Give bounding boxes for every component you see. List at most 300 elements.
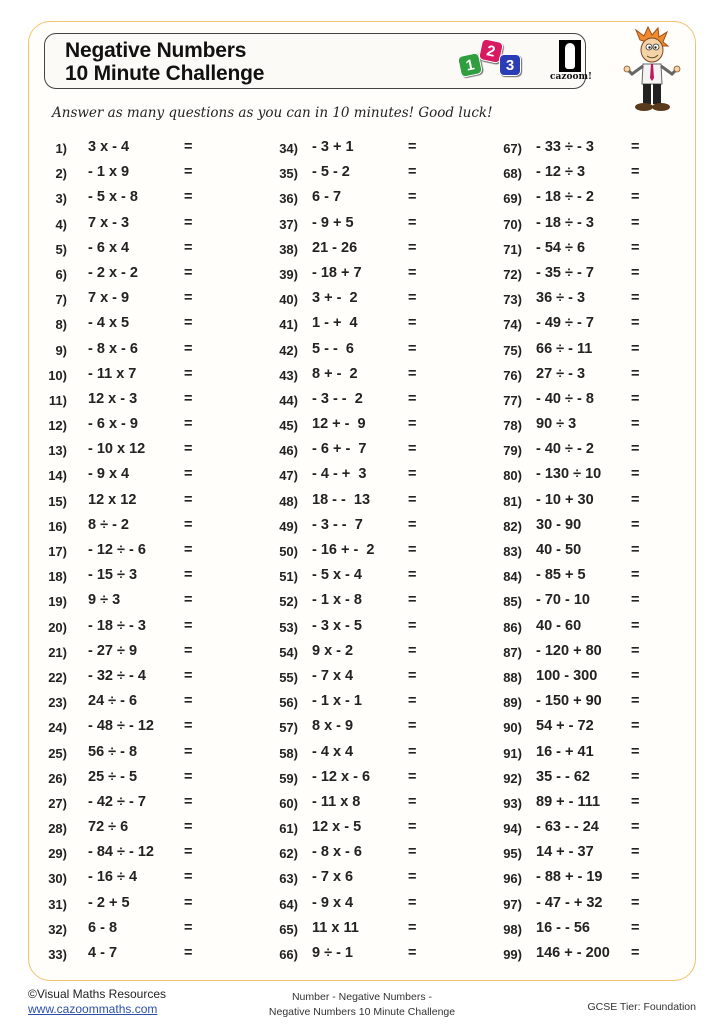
question-row — [260, 666, 485, 691]
question-row — [30, 616, 255, 641]
answer-equals-sign[interactable]: = — [631, 491, 640, 508]
answer-equals-sign[interactable]: = — [408, 164, 417, 181]
worksheet-subtitle: 10 Minute Challenge — [65, 62, 265, 85]
answer-equals-sign[interactable]: = — [184, 667, 193, 684]
question-row — [260, 641, 485, 666]
question-expression: 100 - 300 — [536, 667, 598, 684]
answer-equals-sign[interactable]: = — [408, 869, 417, 886]
answer-equals-sign[interactable]: = — [184, 264, 193, 281]
question-number: 30) — [48, 871, 67, 887]
question-number: 93) — [503, 795, 522, 811]
question-row — [30, 238, 255, 263]
answer-equals-sign[interactable]: = — [184, 516, 193, 533]
question-row — [30, 339, 255, 364]
question-row — [30, 414, 255, 439]
question-expression: - 16 + - 2 — [312, 542, 375, 558]
question-number: 53) — [279, 619, 298, 635]
question-expression: 56 ÷ - 8 — [88, 743, 138, 760]
worksheet-title: Negative Numbers — [65, 39, 247, 62]
answer-equals-sign[interactable]: = — [184, 416, 193, 433]
answer-equals-sign[interactable]: = — [184, 340, 193, 357]
answer-equals-sign[interactable]: = — [184, 542, 193, 558]
question-expression: - 11 x 8 — [312, 793, 361, 810]
answer-equals-sign[interactable]: = — [184, 844, 193, 861]
question-row — [30, 943, 255, 968]
question-row — [490, 691, 715, 716]
question-row — [30, 364, 255, 389]
gcse-tier-label: GCSE Tier: Foundation — [587, 1001, 696, 1013]
answer-equals-sign[interactable]: = — [184, 819, 193, 836]
question-row — [260, 162, 485, 187]
copyright-text: ©Visual Maths Resources — [28, 987, 167, 1001]
question-row — [260, 364, 485, 389]
question-expression: - 70 - 10 — [536, 592, 590, 609]
website-link[interactable]: www.cazoommaths.com — [28, 1002, 158, 1016]
answer-equals-sign[interactable]: = — [184, 290, 193, 307]
question-row — [490, 187, 715, 212]
answer-equals-sign[interactable]: = — [184, 164, 193, 181]
answer-equals-sign[interactable]: = — [408, 567, 417, 584]
question-row — [30, 288, 255, 313]
answer-equals-sign[interactable]: = — [184, 315, 193, 332]
answer-equals-sign[interactable]: = — [631, 919, 640, 936]
answer-equals-sign[interactable]: = — [408, 189, 417, 206]
answer-equals-sign[interactable]: = — [408, 315, 417, 332]
question-expression: 7 x - 9 — [88, 290, 130, 307]
answer-equals-sign[interactable]: = — [184, 743, 193, 760]
question-number: 37) — [279, 216, 298, 232]
numbers-logo-icon — [456, 37, 528, 83]
question-expression: 14 + - 37 — [536, 844, 594, 861]
question-expression: - 12 ÷ - 6 — [88, 542, 146, 558]
question-number: 10) — [48, 367, 67, 383]
answer-equals-sign[interactable]: = — [631, 667, 640, 684]
question-expression: 12 x 12 — [88, 491, 137, 508]
answer-equals-sign[interactable]: = — [184, 642, 193, 659]
question-expression: 6 - 8 — [88, 919, 118, 936]
question-row — [30, 162, 255, 187]
question-expression: - 6 x 4 — [88, 239, 130, 256]
answer-equals-sign[interactable]: = — [184, 365, 193, 382]
answer-equals-sign[interactable]: = — [631, 567, 640, 584]
answer-equals-sign[interactable]: = — [408, 416, 417, 433]
question-expression: 3 x - 4 — [88, 139, 130, 155]
answer-equals-sign[interactable]: = — [408, 239, 417, 256]
answer-equals-sign[interactable]: = — [631, 390, 640, 407]
question-row — [260, 339, 485, 364]
question-expression: - 32 ÷ - 4 — [88, 667, 146, 684]
question-row — [490, 767, 715, 792]
answer-equals-sign[interactable]: = — [631, 189, 640, 206]
question-number: 19) — [48, 594, 67, 610]
question-number: 20) — [48, 619, 67, 635]
answer-equals-sign[interactable]: = — [184, 945, 193, 961]
question-row — [490, 339, 715, 364]
question-number: 86) — [503, 619, 522, 635]
question-number: 52) — [279, 594, 298, 610]
answer-equals-sign[interactable]: = — [408, 516, 417, 533]
question-expression: - 7 x 4 — [312, 667, 354, 684]
answer-equals-sign[interactable]: = — [631, 592, 640, 609]
question-number: 72) — [503, 266, 522, 282]
question-number: 40) — [279, 292, 298, 308]
answer-equals-sign[interactable]: = — [631, 365, 640, 382]
answer-equals-sign[interactable]: = — [408, 290, 417, 307]
answer-equals-sign[interactable]: = — [631, 214, 640, 231]
question-expression: - 48 ÷ - 12 — [88, 718, 154, 735]
question-number: 49) — [279, 518, 298, 534]
topic-line-2: Negative Numbers 10 Minute Challenge — [268, 1006, 456, 1018]
answer-equals-sign[interactable]: = — [184, 693, 193, 710]
question-expression: - 47 - + 32 — [536, 894, 603, 911]
question-row — [490, 590, 715, 615]
answer-equals-sign[interactable]: = — [408, 365, 417, 382]
question-number: 48) — [279, 493, 298, 509]
question-expression: 12 + - 9 — [312, 416, 366, 433]
tile-2-icon: 2 — [478, 38, 504, 64]
question-row — [30, 691, 255, 716]
question-expression: 27 ÷ - 3 — [536, 365, 586, 382]
question-expression: - 63 - - 24 — [536, 819, 599, 836]
question-expression: 8 ÷ - 2 — [88, 516, 130, 533]
question-row — [490, 792, 715, 817]
answer-equals-sign[interactable]: = — [408, 793, 417, 810]
question-expression: 21 - 26 — [312, 239, 358, 256]
answer-equals-sign[interactable]: = — [408, 390, 417, 407]
answer-equals-sign[interactable]: = — [408, 945, 417, 961]
question-row — [490, 817, 715, 842]
cazoom-mark-icon — [559, 40, 581, 72]
question-expression: 54 + - 72 — [536, 718, 594, 735]
question-row — [30, 540, 255, 565]
question-expression: - 54 ÷ 6 — [536, 239, 586, 256]
question-row — [260, 263, 485, 288]
question-expression: - 3 - - 7 — [312, 516, 363, 533]
answer-equals-sign[interactable]: = — [631, 894, 640, 911]
answer-equals-sign[interactable]: = — [631, 516, 640, 533]
question-number: 87) — [503, 644, 522, 660]
question-expression: 18 - - 13 — [312, 491, 371, 508]
question-expression: - 5 x - 8 — [88, 189, 138, 206]
answer-equals-sign[interactable]: = — [184, 239, 193, 256]
question-number: 54) — [279, 644, 298, 660]
answer-equals-sign[interactable]: = — [631, 340, 640, 357]
question-number: 43) — [279, 367, 298, 383]
answer-equals-sign[interactable]: = — [631, 642, 640, 659]
question-expression: - 10 + 30 — [536, 491, 594, 508]
question-row — [30, 263, 255, 288]
question-number: 98) — [503, 921, 522, 937]
question-expression: 9 x - 2 — [312, 642, 354, 659]
question-number: 13) — [48, 443, 67, 459]
question-expression: 89 + - 111 — [536, 793, 601, 810]
question-number: 16) — [48, 518, 67, 534]
answer-equals-sign[interactable]: = — [184, 894, 193, 911]
answer-equals-sign[interactable]: = — [408, 844, 417, 861]
question-row — [490, 943, 715, 968]
tile-3-icon: 3 — [499, 54, 521, 76]
question-expression: - 27 ÷ 9 — [88, 642, 138, 659]
question-number: 3) — [55, 191, 67, 207]
answer-equals-sign[interactable]: = — [631, 844, 640, 861]
answer-equals-sign[interactable]: = — [631, 441, 640, 458]
answer-equals-sign[interactable]: = — [184, 214, 193, 231]
instructions-text: Answer as many questions as you can in 10 minutes! Good luck! — [52, 105, 493, 121]
question-number: 24) — [48, 720, 67, 736]
question-number: 80) — [503, 468, 522, 484]
answer-equals-sign[interactable]: = — [408, 768, 417, 785]
answer-equals-sign[interactable]: = — [408, 642, 417, 659]
question-row — [490, 263, 715, 288]
question-row — [30, 187, 255, 212]
answer-equals-sign[interactable]: = — [184, 441, 193, 458]
answer-equals-sign[interactable]: = — [631, 819, 640, 836]
question-row — [260, 414, 485, 439]
question-number: 77) — [503, 392, 522, 408]
answer-equals-sign[interactable]: = — [408, 466, 417, 483]
question-number: 88) — [503, 669, 522, 685]
question-number: 22) — [48, 669, 67, 685]
answer-equals-sign[interactable]: = — [631, 793, 640, 810]
question-expression: 16 - + 41 — [536, 743, 594, 760]
answer-equals-sign[interactable]: = — [631, 264, 640, 281]
answer-equals-sign[interactable]: = — [184, 617, 193, 634]
question-row — [30, 641, 255, 666]
question-number: 1) — [55, 141, 67, 156]
question-expression: - 88 + - 19 — [536, 869, 603, 886]
answer-equals-sign[interactable]: = — [408, 340, 417, 357]
answer-equals-sign[interactable]: = — [631, 693, 640, 710]
question-expression: - 84 ÷ - 12 — [88, 844, 154, 861]
question-row — [30, 893, 255, 918]
answer-equals-sign[interactable]: = — [408, 214, 417, 231]
question-number: 58) — [279, 745, 298, 761]
question-number: 44) — [279, 392, 298, 408]
answer-equals-sign[interactable]: = — [184, 768, 193, 785]
answer-equals-sign[interactable]: = — [184, 139, 193, 155]
question-row — [490, 842, 715, 867]
question-number: 99) — [503, 947, 522, 962]
question-row — [260, 238, 485, 263]
footer-left — [28, 987, 166, 1017]
question-row — [30, 213, 255, 238]
question-row — [490, 439, 715, 464]
question-expression: - 18 ÷ - 3 — [88, 617, 146, 634]
question-number: 31) — [48, 896, 67, 912]
question-row — [30, 137, 255, 162]
question-number: 63) — [279, 871, 298, 887]
question-row — [30, 867, 255, 892]
question-row — [260, 288, 485, 313]
question-number: 36) — [279, 191, 298, 207]
question-row — [260, 137, 485, 162]
question-number: 82) — [503, 518, 522, 534]
question-row — [490, 716, 715, 741]
question-row — [260, 540, 485, 565]
answer-equals-sign[interactable]: = — [631, 542, 640, 558]
question-expression: - 15 ÷ 3 — [88, 567, 138, 584]
question-row — [490, 666, 715, 691]
question-row — [490, 137, 715, 162]
question-row — [260, 565, 485, 590]
answer-equals-sign[interactable]: = — [631, 315, 640, 332]
question-expression: 36 ÷ - 3 — [536, 290, 586, 307]
question-expression: - 130 ÷ 10 — [536, 466, 602, 483]
answer-equals-sign[interactable]: = — [631, 239, 640, 256]
question-column-3 — [490, 137, 715, 968]
question-expression: - 3 - - 2 — [312, 390, 363, 407]
answer-equals-sign[interactable]: = — [631, 617, 640, 634]
answer-equals-sign[interactable]: = — [408, 693, 417, 710]
answer-equals-sign[interactable]: = — [408, 542, 417, 558]
answer-equals-sign[interactable]: = — [631, 768, 640, 785]
answer-equals-sign[interactable]: = — [408, 491, 417, 508]
question-expression: 35 - - 62 — [536, 768, 590, 785]
question-expression: - 4 - + 3 — [312, 466, 367, 483]
answer-equals-sign[interactable]: = — [408, 139, 417, 155]
question-row — [260, 842, 485, 867]
question-expression: - 150 + 90 — [536, 693, 602, 710]
answer-equals-sign[interactable]: = — [184, 567, 193, 584]
question-row — [490, 313, 715, 338]
question-expression: - 3 + 1 — [312, 139, 354, 155]
question-row — [30, 389, 255, 414]
question-expression: 9 ÷ 3 — [88, 592, 121, 609]
answer-equals-sign[interactable]: = — [184, 718, 193, 735]
question-expression: - 6 x - 9 — [88, 416, 138, 433]
question-row — [30, 590, 255, 615]
answer-equals-sign[interactable]: = — [631, 164, 640, 181]
answer-equals-sign[interactable]: = — [184, 869, 193, 886]
question-number: 29) — [48, 846, 67, 862]
question-number: 61) — [279, 821, 298, 837]
answer-equals-sign[interactable]: = — [184, 592, 193, 609]
question-row — [490, 565, 715, 590]
question-row — [260, 590, 485, 615]
answer-equals-sign[interactable]: = — [184, 466, 193, 483]
cazoom-brand-text: cazoom! — [550, 72, 592, 82]
question-expression: - 6 + - 7 — [312, 441, 367, 458]
question-expression: 3 + - 2 — [312, 290, 358, 307]
question-row — [490, 238, 715, 263]
question-expression: - 10 x 12 — [88, 441, 146, 458]
question-expression: - 42 ÷ - 7 — [88, 793, 146, 810]
question-number: 47) — [279, 468, 298, 484]
question-expression: - 2 x - 2 — [88, 264, 138, 281]
mascot-character-icon — [622, 26, 682, 114]
question-number: 6) — [55, 266, 67, 282]
question-expression: - 11 x 7 — [88, 365, 137, 382]
question-number: 79) — [503, 443, 522, 459]
answer-equals-sign[interactable]: = — [184, 491, 193, 508]
question-number: 35) — [279, 166, 298, 182]
question-row — [490, 515, 715, 540]
tile-1-icon: 1 — [457, 52, 483, 78]
answer-equals-sign[interactable]: = — [631, 139, 640, 155]
answer-equals-sign[interactable]: = — [631, 718, 640, 735]
question-row — [490, 867, 715, 892]
question-row — [30, 767, 255, 792]
question-row — [260, 464, 485, 489]
question-number: 91) — [503, 745, 522, 761]
answer-equals-sign[interactable]: = — [631, 290, 640, 307]
question-row — [30, 515, 255, 540]
cazoom-logo — [545, 40, 597, 86]
answer-equals-sign[interactable]: = — [408, 264, 417, 281]
question-row — [30, 716, 255, 741]
answer-equals-sign[interactable]: = — [408, 617, 417, 634]
answer-equals-sign[interactable]: = — [408, 819, 417, 836]
question-row — [30, 666, 255, 691]
question-expression: 11 x 11 — [312, 919, 359, 936]
answer-equals-sign[interactable]: = — [631, 945, 640, 961]
question-number: 85) — [503, 594, 522, 610]
question-number: 97) — [503, 896, 522, 912]
question-number: 56) — [279, 695, 298, 711]
answer-equals-sign[interactable]: = — [408, 919, 417, 936]
question-number: 15) — [48, 493, 67, 509]
answer-equals-sign[interactable]: = — [408, 718, 417, 735]
answer-equals-sign[interactable]: = — [408, 592, 417, 609]
question-row — [30, 742, 255, 767]
question-number: 50) — [279, 544, 298, 559]
question-expression: 7 x - 3 — [88, 214, 130, 231]
question-number: 74) — [503, 317, 522, 333]
question-expression: - 18 + 7 — [312, 264, 362, 281]
answer-equals-sign[interactable]: = — [408, 743, 417, 760]
question-row — [30, 918, 255, 943]
question-number: 96) — [503, 871, 522, 887]
question-number: 66) — [279, 947, 298, 962]
question-row — [30, 490, 255, 515]
question-number: 75) — [503, 342, 522, 358]
question-number: 26) — [48, 770, 67, 786]
answer-equals-sign[interactable]: = — [408, 894, 417, 911]
question-row — [260, 943, 485, 968]
question-number: 62) — [279, 846, 298, 862]
question-number: 46) — [279, 443, 298, 459]
question-number: 60) — [279, 795, 298, 811]
question-row — [490, 364, 715, 389]
question-row — [490, 616, 715, 641]
answer-equals-sign[interactable]: = — [184, 189, 193, 206]
answer-equals-sign[interactable]: = — [408, 441, 417, 458]
answer-equals-sign[interactable]: = — [184, 793, 193, 810]
answer-equals-sign[interactable]: = — [408, 667, 417, 684]
answer-equals-sign[interactable]: = — [631, 466, 640, 483]
footer-topic — [262, 990, 462, 1020]
question-expression: - 9 x 4 — [88, 466, 130, 483]
question-row — [30, 313, 255, 338]
question-number: 90) — [503, 720, 522, 736]
question-expression: - 85 + 5 — [536, 567, 586, 584]
question-expression: - 1 x - 8 — [312, 592, 362, 609]
answer-equals-sign[interactable]: = — [631, 869, 640, 886]
question-row — [260, 867, 485, 892]
question-row — [490, 464, 715, 489]
answer-equals-sign[interactable]: = — [631, 416, 640, 433]
question-number: 45) — [279, 418, 298, 434]
answer-equals-sign[interactable]: = — [184, 919, 193, 936]
question-row — [30, 439, 255, 464]
question-row — [260, 515, 485, 540]
question-expression: - 120 + 80 — [536, 642, 602, 659]
question-expression: 30 - 90 — [536, 516, 582, 533]
answer-equals-sign[interactable]: = — [184, 390, 193, 407]
question-row — [30, 565, 255, 590]
question-number: 73) — [503, 292, 522, 308]
answer-equals-sign[interactable]: = — [631, 743, 640, 760]
